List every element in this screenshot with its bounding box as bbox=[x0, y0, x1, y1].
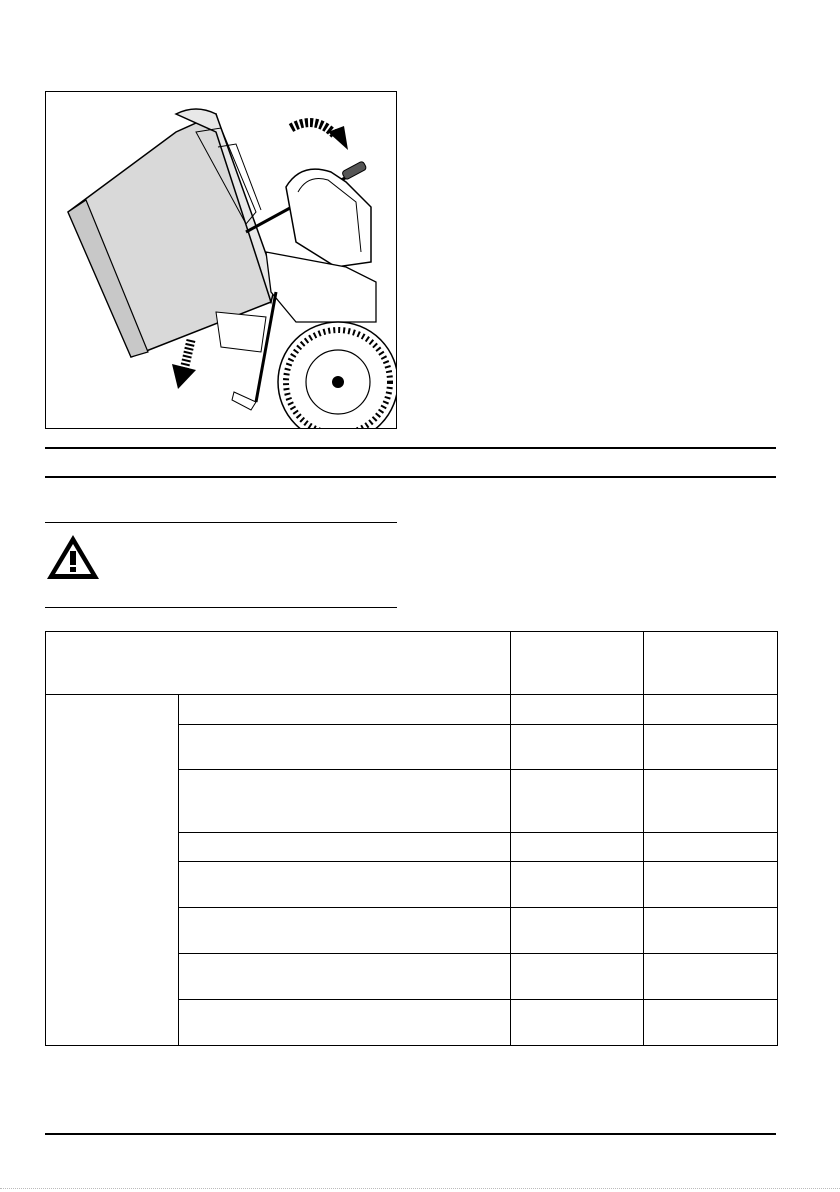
group-label-cell bbox=[46, 695, 179, 1046]
page-edge bbox=[0, 1188, 840, 1189]
header-col2 bbox=[644, 632, 778, 695]
col1-cell bbox=[511, 954, 644, 1000]
col1-cell bbox=[511, 833, 644, 862]
task-cell bbox=[179, 695, 511, 725]
col2-cell bbox=[644, 1000, 778, 1046]
task-cell bbox=[179, 833, 511, 862]
warning-rule-bottom bbox=[45, 607, 397, 608]
mower-seat bbox=[286, 169, 371, 267]
col1-cell bbox=[511, 862, 644, 908]
col2-cell bbox=[644, 695, 778, 725]
table-header-row bbox=[46, 632, 778, 695]
footer-rule bbox=[45, 1133, 776, 1135]
header-task bbox=[46, 632, 511, 695]
task-cell bbox=[179, 770, 511, 833]
col2-cell bbox=[644, 862, 778, 908]
task-cell bbox=[179, 1000, 511, 1046]
task-cell bbox=[179, 908, 511, 954]
task-cell bbox=[179, 954, 511, 1000]
col1-cell bbox=[511, 725, 644, 770]
col1-cell bbox=[511, 695, 644, 725]
col1-cell bbox=[511, 770, 644, 833]
down-arrow-icon bbox=[172, 340, 196, 389]
table-row bbox=[46, 695, 778, 725]
col2-cell bbox=[644, 770, 778, 833]
col2-cell bbox=[644, 725, 778, 770]
col2-cell bbox=[644, 833, 778, 862]
maintenance-table bbox=[45, 631, 778, 1046]
task-cell bbox=[179, 725, 511, 770]
section-rule-top bbox=[45, 447, 776, 449]
col2-cell bbox=[644, 908, 778, 954]
col1-cell bbox=[511, 908, 644, 954]
col1-cell bbox=[511, 1000, 644, 1046]
warning-rule-top bbox=[45, 522, 397, 523]
col2-cell bbox=[644, 954, 778, 1000]
section-rule-bottom bbox=[45, 476, 776, 478]
collector-emptying-illustration bbox=[46, 92, 396, 428]
header-col1 bbox=[511, 632, 644, 695]
task-cell bbox=[179, 862, 511, 908]
illustration-frame bbox=[45, 91, 397, 429]
rotate-arrow-icon bbox=[291, 123, 348, 150]
warning-triangle-icon bbox=[45, 533, 101, 581]
rear-wheel bbox=[278, 322, 396, 428]
